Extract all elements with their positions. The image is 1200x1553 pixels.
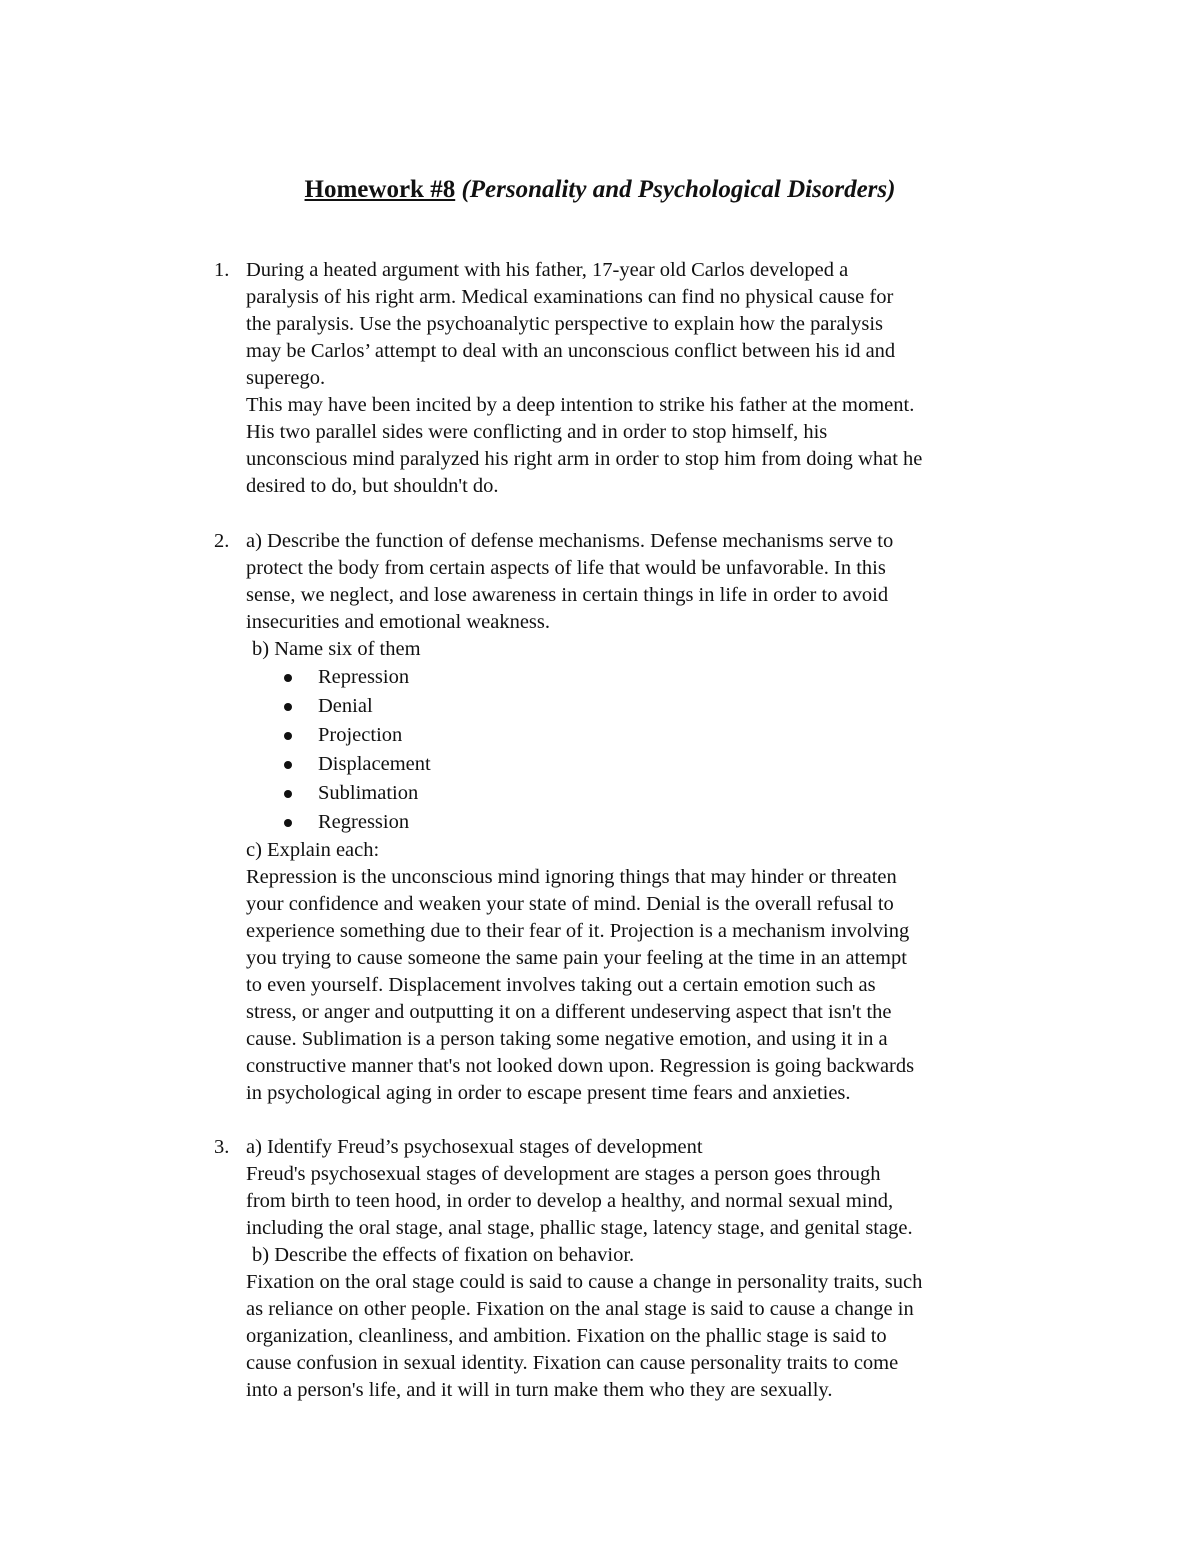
bullet-icon — [284, 674, 292, 682]
question-2 — [214, 528, 1044, 1107]
mechanism-name: Sublimation — [318, 782, 419, 804]
bullet-icon — [284, 732, 292, 740]
list-item — [284, 779, 1044, 808]
part-a-line: insecurities and emotional weakness. — [246, 611, 550, 633]
prompt-line: may be Carlos’ attempt to deal with an unconscious conflict between his id and — [246, 340, 896, 362]
question-3-body — [246, 1134, 1044, 1404]
part-b-line: cause confusion in sexual identity. Fixation can cause personality traits to come — [246, 1352, 899, 1374]
part-a-line: protect the body from certain aspects of life that would be unfavorable. In this — [246, 557, 886, 579]
prompt-line: superego. — [246, 367, 326, 389]
list-item — [284, 663, 1044, 692]
part-c-line: cause. Sublimation is a person taking some negative emotion, and using it in a — [246, 1028, 888, 1050]
question-number: 1. — [214, 259, 230, 281]
part-c-label: c) Explain each: — [246, 839, 380, 861]
part-b-line: organization, cleanliness, and ambition. Fixation on the phallic stage is said to — [246, 1325, 887, 1347]
answer-line: His two parallel sides were conflicting and in order to stop himself, his — [246, 421, 828, 443]
part-c-line: to even yourself. Displacement involves taking out a certain emotion such as — [246, 974, 876, 996]
part-a-line: including the oral stage, anal stage, phallic stage, latency stage, and genital stage. — [246, 1217, 913, 1239]
part-b-line: into a person's life, and it will in turn make them who they are sexually. — [246, 1379, 833, 1401]
part-a-label: a) Identify Freud’s psychosexual stages of development — [246, 1136, 703, 1158]
bullet-icon — [284, 761, 292, 769]
part-a-line: a) Describe the function of defense mechanisms. Defense mechanisms serve to — [246, 530, 894, 552]
question-2-body — [246, 528, 1044, 1107]
prompt-line: the paralysis. Use the psychoanalytic perspective to explain how the paralysis — [246, 313, 884, 335]
question-3 — [214, 1134, 1044, 1404]
bullet-icon — [284, 819, 292, 827]
part-b-line: as reliance on other people. Fixation on the anal stage is said to cause a change in — [246, 1298, 914, 1320]
mechanism-list — [284, 663, 1044, 837]
part-c-line: experience something due to their fear of it. Projection is a mechanism involving — [246, 920, 910, 942]
part-a-line: sense, we neglect, and lose awareness in certain things in life in order to avoid — [246, 584, 889, 606]
part-c-line: in psychological aging in order to escape present time fears and anxieties. — [246, 1082, 851, 1104]
question-1-body — [246, 257, 1044, 500]
answer-line: unconscious mind paralyzed his right arm in order to stop him from doing what he — [246, 448, 923, 470]
question-number: 3. — [214, 1136, 230, 1158]
mechanism-name: Regression — [318, 811, 410, 833]
title-main: Homework #8 — [304, 176, 456, 203]
part-b-label: b) Name six of them — [252, 638, 421, 660]
part-a-line: from birth to teen hood, in order to develop a healthy, and normal sexual mind, — [246, 1190, 894, 1212]
list-item — [284, 808, 1044, 837]
part-c-line: your confidence and weaken your state of mind. Denial is the overall refusal to — [246, 893, 894, 915]
part-b-line: Fixation on the oral stage could is said to cause a change in personality traits, such — [246, 1271, 923, 1293]
answer-line: desired to do, but shouldn't do. — [246, 475, 499, 497]
list-item — [284, 721, 1044, 750]
part-a-line: Freud's psychosexual stages of development are stages a person goes through — [246, 1163, 881, 1185]
part-c-line: stress, or anger and outputting it on a different undeserving aspect that isn't the — [246, 1001, 892, 1023]
mechanism-name: Projection — [318, 724, 403, 746]
part-b-label: b) Describe the effects of fixation on behavior. — [252, 1244, 635, 1266]
part-c-line: Repression is the unconscious mind ignoring things that may hinder or threaten — [246, 866, 897, 888]
mechanism-name: Repression — [318, 666, 410, 688]
part-c-line: you trying to cause someone the same pain your feeling at the time in an attempt — [246, 947, 907, 969]
bullet-icon — [284, 703, 292, 711]
question-number: 2. — [214, 530, 230, 552]
mechanism-name: Displacement — [318, 753, 431, 775]
mechanism-name: Denial — [318, 695, 373, 717]
list-item — [284, 692, 1044, 721]
answer-line: This may have been incited by a deep intention to strike his father at the moment. — [246, 394, 915, 416]
prompt-line: During a heated argument with his father, 17-year old Carlos developed a — [246, 259, 849, 281]
bullet-icon — [284, 790, 292, 798]
part-c-line: constructive manner that's not looked down upon. Regression is going backwards — [246, 1055, 915, 1077]
question-1 — [214, 257, 1044, 500]
list-item — [284, 750, 1044, 779]
title-subtitle: (Personality and Psychological Disorders) — [461, 176, 896, 203]
prompt-line: paralysis of his right arm. Medical examinations can find no physical cause for — [246, 286, 894, 308]
document-title — [0, 170, 1200, 210]
